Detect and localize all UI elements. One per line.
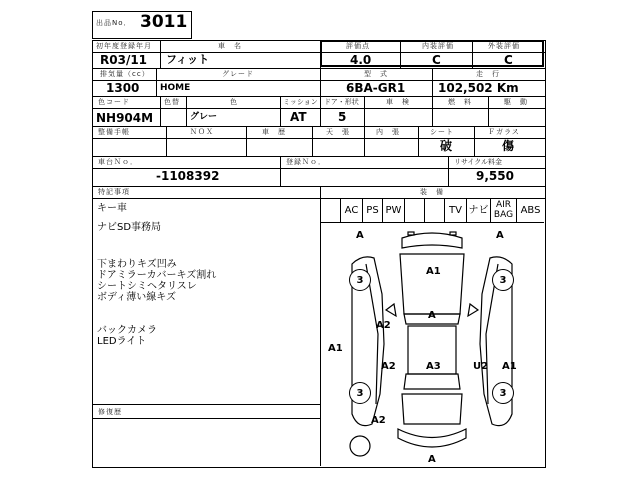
damage-mark: A2	[376, 320, 391, 331]
reg-label: 登録Ｎｏ．	[286, 158, 326, 166]
notes-label: 特記事項	[98, 188, 130, 196]
inspection-label: 車 検	[386, 98, 410, 106]
damage-mark: A1	[502, 361, 517, 372]
note-line: シートシミヘタリスレ	[97, 281, 197, 292]
equip-ps: PS	[366, 205, 379, 216]
damage-tire-rear-left: 3	[349, 382, 371, 404]
score-value: 4.0	[350, 53, 372, 67]
score-label: 評価点	[346, 42, 370, 50]
interior-score-label: 内装評価	[422, 42, 454, 50]
note-line: LEDライト	[97, 336, 147, 347]
colortype-label: 色替	[164, 98, 180, 106]
note-line: ボディ薄い線キズ	[97, 292, 176, 303]
manual-label: 整備手帳	[98, 128, 130, 136]
equipment-label: 装 備	[420, 188, 444, 196]
notes-list	[97, 201, 317, 401]
mission-value: AT	[290, 110, 307, 124]
damage-mark: A1	[328, 343, 343, 354]
mileage-value: 102,502 Km	[438, 81, 519, 95]
mileage-label: 走 行	[476, 70, 500, 78]
note-line: 下まわりキズ凹み	[97, 259, 177, 270]
color-label: 色	[230, 98, 238, 106]
glass-value: 傷	[502, 139, 515, 153]
year-label: 初年度登録年月	[96, 42, 152, 50]
equip-pw: PW	[385, 205, 402, 216]
mission-label: ミッション	[283, 98, 318, 106]
name-label: 車 名	[218, 42, 242, 50]
interior-score-value: C	[432, 53, 441, 67]
equip-tv: TV	[449, 205, 462, 216]
exterior-score-value: C	[504, 53, 513, 67]
equip-airbag: AIR BAG	[493, 200, 514, 220]
model-value: 6BA-GR1	[346, 81, 406, 95]
glass-label: Ｆガラス	[488, 128, 520, 136]
colorcode-label: 色コード	[98, 98, 130, 106]
equip-ac: AC	[344, 205, 359, 216]
note-line: ナビSD事務局	[97, 222, 162, 233]
grade-value: HOME	[160, 83, 191, 93]
history-label: 車 歴	[262, 128, 286, 136]
car-diagram	[322, 224, 542, 464]
year-value: R03/11	[100, 53, 148, 67]
damage-mark: A3	[426, 361, 441, 372]
nox-label: ＮＯＸ	[190, 128, 214, 136]
recycle-value: 9,550	[476, 169, 514, 183]
damage-mark: A	[356, 230, 364, 241]
grade-label: グレード	[222, 70, 254, 78]
damage-mark: A2	[371, 415, 386, 426]
note-line: ドアミラーカバーキズ割れ	[97, 270, 217, 281]
name-value: フィット	[166, 53, 210, 66]
interior-trim-label: 内 張	[376, 128, 400, 136]
damage-mark: U2	[473, 361, 489, 372]
drive-label: 駆 動	[504, 98, 528, 106]
seat-value: 破	[440, 139, 453, 153]
note-line: キー車	[97, 203, 127, 214]
damage-mark: A2	[381, 361, 396, 372]
damage-mark: A	[428, 454, 436, 465]
equip-abs: ABS	[520, 205, 541, 216]
lot-label: 出品No．	[96, 19, 132, 27]
repair-label: 修復歴	[98, 408, 122, 416]
fuel-label: 燃 料	[448, 98, 472, 106]
seat-label: シート	[430, 128, 454, 136]
damage-mark: A	[428, 310, 436, 321]
chassis-value: -1108392	[156, 169, 220, 183]
roof-label: 天 張	[326, 128, 350, 136]
model-label: 型 式	[364, 70, 388, 78]
exterior-score-label: 外装評価	[488, 42, 520, 50]
damage-tire-rear-right: 3	[492, 382, 514, 404]
doors-label: ドア・形状	[324, 98, 359, 106]
displacement-label: 排気量（cc）	[100, 70, 150, 78]
colorcode-value: NH904M	[96, 111, 154, 125]
displacement-value: 1300	[106, 81, 140, 95]
damage-mark: A1	[426, 266, 441, 277]
recycle-label: リサイクル料金	[454, 158, 503, 166]
equip-navi: ナビ	[468, 205, 489, 216]
damage-mark: A	[496, 230, 504, 241]
lot-number: 3011	[140, 12, 188, 32]
note-line: バックカメラ	[97, 325, 157, 336]
damage-tire-front-right: 3	[492, 269, 514, 291]
color-value: グレー	[190, 112, 218, 122]
doors-value: 5	[338, 110, 347, 124]
damage-tire-front-left: 3	[349, 269, 371, 291]
chassis-label: 車台Ｎｏ．	[98, 158, 138, 166]
